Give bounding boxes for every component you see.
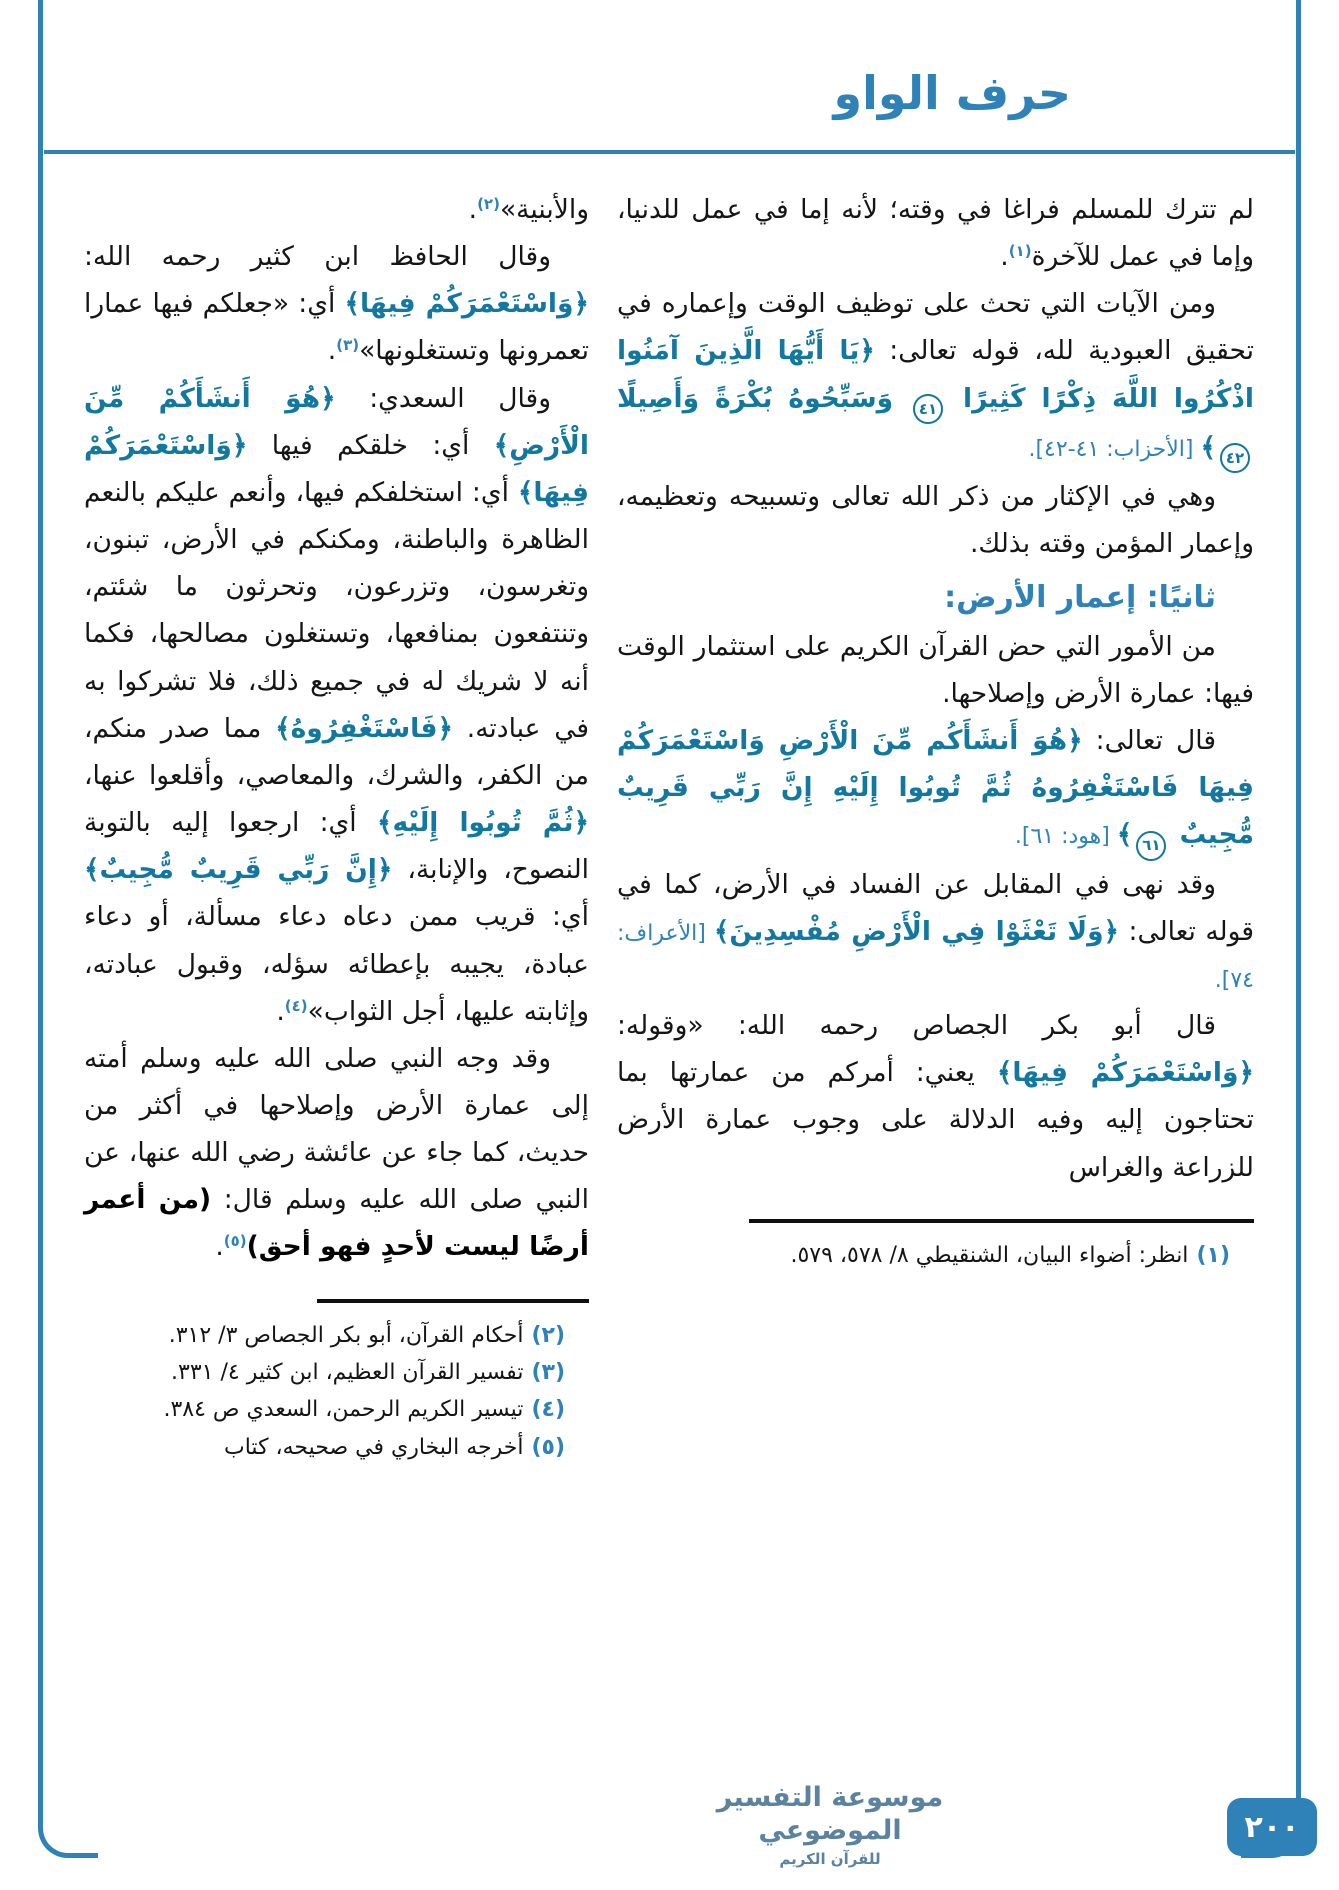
paragraph	[617, 280, 1254, 473]
footnote-text: تفسير القرآن العظيم، ابن كثير ٤/ ٣٣١.	[171, 1359, 524, 1385]
paragraph	[617, 1002, 1254, 1191]
page-content	[84, 186, 1254, 1466]
emblem-subtitle: للقرآن الكريم	[779, 1850, 881, 1868]
body-text: وقد نهى في المقابل عن الفساد في الأرض، كما في قوله تعالى:	[617, 868, 1254, 947]
body-text: .	[327, 335, 337, 367]
footnote	[84, 1317, 565, 1354]
footnote-ref: (٤)	[284, 996, 308, 1015]
body-text: أي: خلقكم فيها	[247, 429, 494, 461]
page-number-badge: ٢٠٠	[1227, 1798, 1317, 1856]
footnote-ref: (١)	[1008, 242, 1032, 261]
ayah-source: [هود: ٦١].	[1014, 824, 1117, 850]
body-text: .	[215, 1231, 224, 1263]
footnote-text: تيسير الكريم الرحمن، السعدي ص ٣٨٤.	[163, 1397, 524, 1423]
body-text: مما صدر منكم، من الكفر، والشرك، والمعاصي، وأقلعوا عنها،	[84, 712, 589, 791]
paragraph	[617, 861, 1254, 1002]
quran-verse: وَسَبِّحُوهُ بُكْرَةً وَأَصِيلًا	[617, 382, 910, 414]
paragraph	[617, 623, 1254, 717]
body-text: وقال السعدي:	[335, 382, 551, 414]
chapter-title: حرف الواو	[833, 66, 1071, 120]
footnote-block-right	[617, 1219, 1254, 1274]
footnote-separator	[317, 1299, 589, 1303]
body-text: وقال الحافظ ابن كثير رحمه الله:	[84, 241, 551, 273]
quran-verse: ﴾	[1200, 431, 1216, 463]
hadith-text: (من أعمر أرضًا ليست لأحدٍ فهو أحق)	[84, 1184, 589, 1263]
body-text: يعني: أمركم من عمارتها بما تحتاجون إليه وفيه الدلالة على وجوب عمارة الأرض للزراعة والغراس	[617, 1057, 1254, 1183]
quran-verse: ﴾	[1116, 819, 1133, 851]
column-left	[84, 186, 589, 1466]
body-text: لم تترك للمسلم فراغا في وقته؛ لأنه إما في عمل للدنيا، وإما في عمل للآخرة	[617, 194, 1254, 273]
body-text: .	[468, 194, 478, 225]
quran-verse: ﴿هُوَ أَنشَأَكُمْ مِّنَ الْأَرْضِ﴾	[84, 382, 589, 461]
column-right-body	[617, 186, 1254, 1191]
footnote	[84, 1391, 565, 1428]
column-left-body	[84, 186, 589, 1271]
body-text: أي: استخلفكم فيها، وأنعم عليكم بالنعم الظاهرة والباطنة، ومكنكم في الأرض، تبنون، وتغرسون، وتزرعون، وتحرثون ما شئتم، وتنتفعون بمنافعها، وتستغلون مصالحها، فكما أنه لا شريك له في جميع ذلك، فلا تشركوا به في عبادته.	[84, 476, 589, 744]
footnote	[617, 1237, 1230, 1274]
footnote-text: أخرجه البخاري في صحيحه، كتاب	[224, 1434, 524, 1460]
body-text: قال تعالى:	[1082, 724, 1216, 756]
body-text: أي: ارجعوا إليه بالتوبة النصوح، والإنابة،	[84, 807, 590, 886]
publisher-emblem	[705, 1782, 955, 1868]
ayah-source: [الأحزاب: ٤١-٤٢].	[1028, 436, 1201, 462]
ayah-source: [الأعراف: ٧٤].	[617, 920, 1254, 993]
body-text: من الأمور التي حض القرآن الكريم على استثمار الوقت فيها: عمارة الأرض وإصلاحها.	[617, 630, 1254, 709]
footnote-number: (٢)	[531, 1322, 565, 1348]
footnote-list	[617, 1237, 1254, 1274]
paragraph	[617, 186, 1254, 280]
ayah-number-marker: ٤٢	[1220, 443, 1250, 473]
footnote-ref: (٥)	[223, 1232, 247, 1251]
paragraph	[84, 186, 589, 233]
paragraph	[84, 375, 589, 1035]
header-rule	[44, 150, 1295, 154]
footnote	[84, 1429, 565, 1466]
ayah-number-marker: ٤١	[913, 394, 943, 424]
paragraph	[617, 473, 1254, 567]
footnote-text: انظر: أضواء البيان، الشنقيطي ٨/ ٥٧٨، ٥٧٩.	[790, 1242, 1189, 1268]
footnote-list	[84, 1317, 589, 1467]
quran-verse: ﴿وَاسْتَعْمَرَكُمْ فِيهَا﴾	[84, 429, 589, 508]
emblem-title: موسوعة التفسير الموضوعي	[716, 1782, 944, 1846]
quran-verse: ﴿ثُمَّ تُوبُوا إِلَيْهِ﴾	[376, 807, 590, 839]
body-text: وقد وجه النبي صلى الله عليه وسلم أمته إلى عمارة الأرض وإصلاحها في أكثر من حديث، كما جاء عن عائشة رضي الله عنها، عن النبي صلى الله عليه وسلم قال:	[84, 1042, 589, 1216]
footnote-number: (٥)	[531, 1434, 565, 1460]
quran-verse: ﴿هُوَ أَنشَأَكُم مِّنَ الْأَرْضِ وَاسْتَعْمَرَكُمْ فِيهَا فَاسْتَغْفِرُوهُ ثُمَّ تُوبُوا إِلَيْهِ إِنَّ رَبِّي قَرِيبٌ مُّجِيبٌ	[617, 724, 1254, 851]
quran-verse: ﴿إِنَّ رَبِّي قَرِيبٌ مُّجِيبٌ﴾	[84, 854, 393, 886]
footnote-number: (٣)	[531, 1359, 565, 1385]
body-text: وهي في الإكثار من ذكر الله تعالى وتسبيحه وتعظيمه، وإعمار المؤمن وقته بذلك.	[617, 481, 1254, 560]
body-text: .	[1000, 241, 1009, 273]
quran-verse: ﴿وَلَا تَعْثَوْا فِي الْأَرْضِ مُفْسِدِينَ﴾	[713, 915, 1120, 947]
section-heading: ثانيًا: إعمار الأرض:	[944, 579, 1216, 615]
footnote	[84, 1354, 565, 1391]
paragraph	[617, 717, 1254, 861]
body-text: ومن الآيات التي تحث على توظيف الوقت وإعماره في تحقيق العبودية لله، قوله تعالى:	[617, 288, 1254, 367]
footnote-ref: (٢)	[477, 195, 500, 213]
footnote-separator	[749, 1219, 1254, 1223]
quran-verse: ﴿فَاسْتَغْفِرُوهُ﴾	[275, 712, 453, 744]
column-right	[617, 186, 1254, 1274]
footnote-number: (١)	[1196, 1242, 1230, 1268]
quran-verse: ﴿يَا أَيُّهَا الَّذِينَ آمَنُوا اذْكُرُوا اللَّهَ ذِكْرًا كَثِيرًا	[617, 335, 1254, 414]
body-text: أي: قريب ممن دعاه دعاء مسألة، أو دعاء عبادة، يجيبه بإعطائه سؤله، وقبول عبادته، وإثابته عليها، أجل الثواب»	[84, 901, 589, 1027]
footnote-block-left	[84, 1299, 589, 1467]
footnote-text: أحكام القرآن، أبو بكر الجصاص ٣/ ٣١٢.	[168, 1322, 524, 1348]
footnote-number: (٤)	[531, 1397, 565, 1423]
quran-verse: ﴿وَاسْتَعْمَرَكُمْ فِيهَا﴾	[996, 1057, 1254, 1089]
body-text: والأبنية»	[499, 194, 589, 225]
footnote-ref: (٣)	[336, 336, 360, 355]
body-text: قال أبو بكر الجصاص رحمه الله: «وقوله:	[617, 1010, 1216, 1042]
paragraph	[84, 233, 589, 374]
quran-verse: ﴿وَاسْتَعْمَرَكُمْ فِيهَا﴾	[344, 288, 589, 320]
body-text: .	[276, 995, 285, 1027]
paragraph	[84, 1035, 589, 1271]
body-text: أي: «جعلكم فيها عمارا تعمرونها وتستغلونها»	[84, 288, 589, 367]
ayah-number-marker: ٦١	[1136, 831, 1166, 861]
